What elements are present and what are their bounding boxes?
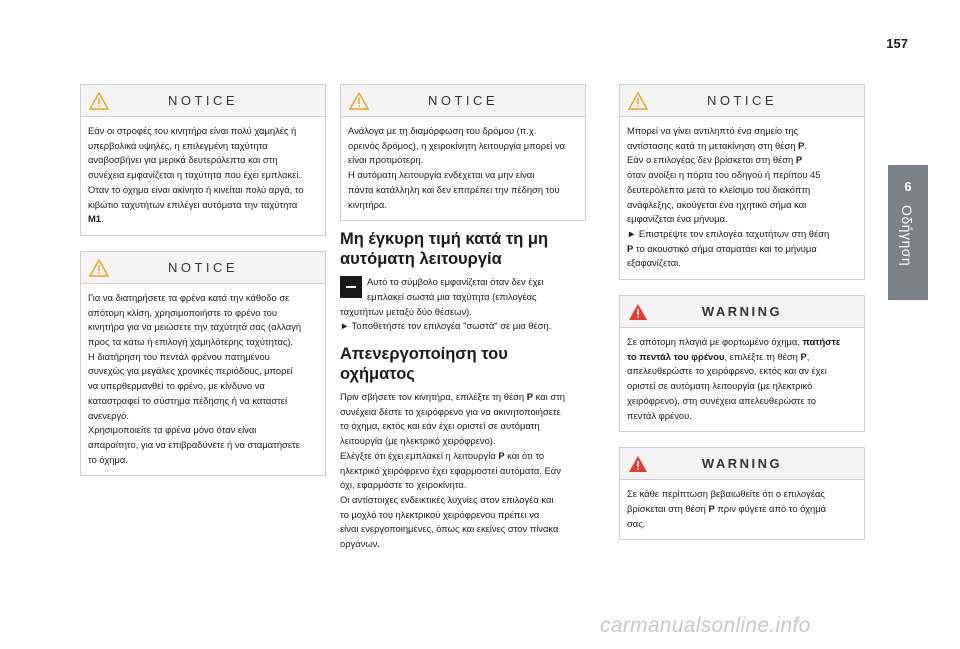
text-line: Σε κάθε περίπτωση βεβαιωθείτε ότι ο επιλογέας [627, 488, 825, 500]
text-line: προς τα κάτω ή επιλογή χαμηλότερης ταχύτητας). [88, 336, 294, 348]
chapter-label: Οδήγηση [899, 205, 915, 267]
chapter-number: 6 [904, 179, 912, 194]
gear-code: M1 [88, 213, 102, 225]
text-line: να υπερθερμανθεί το φρένο, με κίνδυνο να [88, 380, 265, 392]
text-line: ταχυτήτων μεταξύ δύο θέσεων). [340, 305, 472, 317]
warning-triangle-icon [89, 259, 109, 277]
text-line: Αυτό το σύμβολο εμφανίζεται όταν δεν έχει [367, 276, 544, 288]
text-fragment: Σε απότομη πλαγιά με φορτωμένο όχημα, [627, 336, 803, 348]
text-line: είναι προτιμότερη. [348, 154, 424, 166]
notice-box-4 [619, 84, 865, 280]
notice-body [81, 284, 325, 475]
notice-body [81, 117, 325, 235]
text-line: αναβοσβήνει για μερικά δευτερόλεπτα και στη [88, 154, 278, 166]
emphasis: πατήστε [802, 336, 841, 348]
warning-box-1 [619, 295, 865, 432]
notice-header [81, 252, 325, 284]
text-line: Η διατήρηση του πεντάλ φρένου πατημένου [88, 350, 270, 362]
text-line: πάντα κατάλληλη και δεν επιτρέπει την πέδηση του [348, 183, 560, 195]
gear-code: P [800, 350, 807, 362]
text-fragment: . [101, 213, 104, 225]
notice-box-1 [80, 84, 326, 236]
text-line: καταστραφεί το σύστημα πέδησης ή να καταστεί [88, 394, 288, 406]
text-line: οργάνων. [340, 538, 380, 550]
text-line: Οι αντίστοιχες ενδεικτικές λυχνίες στον επιλογέα και [340, 493, 554, 505]
text-line: οριστεί σε αυτόματη λειτουργία (με ηλεκτρικό [627, 380, 813, 392]
gear-code: P [498, 449, 505, 461]
text-line: κιβώτιο ταχυτήτων επιλέγει αυτόματα την ταχύτητα [88, 198, 298, 210]
text-line: το όχημα, εκτός και εάν έχει οριστεί σε αυτόματη [340, 420, 540, 432]
notice-title: NOTICE [167, 259, 239, 275]
text-line: κινητήρα για να μειώσετε την ταχύτητά σας (αλλαγή [88, 321, 302, 333]
text-line: Η αυτόματη λειτουργία ενδέχεται να μην είναι [348, 169, 535, 181]
text-line [340, 390, 586, 405]
text-line: δευτερόλεπτα μετά το κλείσιμο του διακόπτη [627, 183, 811, 195]
text-line: εμφανίζεται ένα μήνυμα. [627, 213, 728, 225]
emphasis: το πεντάλ του φρένου [627, 350, 725, 362]
gear-code: P [708, 502, 715, 514]
warning-body [620, 328, 864, 431]
text-line: ► Επιστρέψτε τον επιλογέα ταχυτήτων στη θέση [627, 227, 830, 239]
notice-header [81, 85, 325, 117]
text-line: σας. [627, 517, 646, 529]
text-fragment: αντίστασης κατά τη μετακίνηση στη θέση [627, 139, 799, 151]
text-line: εμπλακεί σωστά μια ταχύτητα (επιλογέας [367, 290, 537, 302]
column-3 [619, 84, 865, 555]
icon-paragraph [340, 275, 586, 304]
text-line: το όχημα. [88, 453, 128, 465]
text-fragment: , [806, 350, 810, 362]
text-line: εξαφανίζεται. [627, 257, 681, 269]
text-line: Μπορεί να γίνει αντιληπτό ένα σημείο της [627, 125, 799, 136]
text-line [627, 335, 858, 350]
section-heading: Απενεργοποίηση του οχήματος [340, 345, 508, 384]
notice-title: NOTICE [706, 93, 778, 108]
text-line: απαραίτητο, για να επιβραδύνετε ή να σταματήσετε [88, 438, 300, 450]
notice-title: NOTICE [427, 93, 499, 108]
text-line: ορεινός δρόμος), η χειροκίνητη λειτουργία μπορεί να [348, 139, 566, 151]
text-line: το μοχλό του ηλεκτρικού χειρόφρενου πρέπει να [340, 508, 540, 520]
text-line: πεντάλ φρένου. [627, 409, 692, 421]
text-fragment: και στη [533, 391, 566, 403]
column-2 [340, 84, 586, 552]
notice-title: NOTICE [167, 93, 239, 108]
text-line: συνέχεια εμφανίζεται η ταχύτητα που έχει εμπλακεί. [88, 169, 302, 181]
warning-title: WARNING [701, 456, 783, 472]
text-line: κινητήρα. [348, 198, 387, 210]
text-line [88, 212, 319, 227]
text-fragment: . [804, 139, 807, 151]
text-line [627, 139, 858, 154]
text-fragment: πριν φύγετε από το όχημά [714, 502, 827, 514]
warning-header [620, 448, 864, 480]
warning-triangle-icon [89, 92, 109, 110]
notice-header [620, 85, 864, 117]
page-number: 157 [886, 36, 908, 51]
notice-body [341, 117, 585, 220]
text-line: συνεχώς για μεγάλες χρονικές περιόδους, μπορεί [88, 365, 293, 377]
text-fragment: το ακουστικό σήμα σταματάει και το μήνυμα [633, 242, 817, 254]
chapter-tab[interactable] [888, 165, 928, 300]
text-line: Όταν το όχημα είναι ακίνητο ή κινείται πολύ αργά, το [88, 183, 304, 195]
warning-triangle-filled-icon [628, 303, 648, 321]
text-fragment: Πριν σβήσετε τον κινητήρα, επιλέξτε τη θέση [340, 391, 527, 403]
text-line: λειτουργία (με ηλεκτρικό χειρόφρενο). [340, 435, 496, 447]
text-line: Χρησιμοποιείτε τα φρένα μόνο όταν είναι [88, 424, 257, 436]
warning-triangle-icon [628, 92, 648, 110]
watermark: carmanualsonline.info [600, 614, 811, 637]
notice-body [620, 117, 864, 279]
text-fragment: βρίσκεται στη θέση [627, 502, 709, 514]
text-line: όταν ανοίξει η πόρτα του οδηγού ή περίπου 45 [627, 169, 821, 181]
text-line: ανενεργό. [88, 409, 129, 421]
text-line: ηλεκτρικό χειρόφρενο έχει εφαρμοστεί αυτόματα. Εάν [340, 464, 561, 476]
section-text [340, 275, 586, 334]
heading-line: αυτόματη λειτουργία [340, 250, 502, 269]
column-1 [80, 84, 326, 491]
heading-line: Μη έγκυρη τιμή κατά τη μη [340, 230, 549, 249]
warning-header [620, 296, 864, 328]
text-fragment: Ελέγξτε ότι έχει εμπλακεί η λειτουργία [340, 449, 499, 461]
text-line [627, 502, 858, 517]
notice-box-3 [340, 84, 586, 221]
text-fragment: Εάν ο επιλογέας δεν βρίσκεται στη θέση [627, 154, 796, 166]
section-heading [340, 229, 586, 269]
text-line [627, 350, 858, 365]
warning-box-2 [619, 447, 865, 540]
text-fragment: και ότι το [504, 449, 545, 461]
text-line: υπερβολικά υψηλές, η επιλεγμένη ταχύτητα [88, 139, 268, 151]
text-line: Για να διατηρήσετε τα φρένα κατά την κάθοδο σε [88, 291, 290, 303]
text-line [627, 242, 858, 257]
section-text [340, 390, 586, 552]
text-line: ► Τοποθετήστε τον επιλογέα "σωστά" σε μια θέση. [340, 320, 552, 332]
warning-triangle-icon [349, 92, 369, 110]
gear-code: P [627, 242, 634, 254]
notice-box-2 [80, 251, 326, 476]
text-fragment: , επιλέξτε τη θέση [724, 350, 801, 362]
text-line: ανάφλεξης, ακούγεται ένα ηχητικό σήμα και [627, 198, 807, 210]
text-line: είναι ενεργοποιημένες, όπως και εκείνες στον πίνακα [340, 523, 559, 535]
text-line: συνέχεια δέστε το χειρόφρενο για να ακινητοποιήσετε [340, 405, 561, 417]
text-line [340, 449, 586, 464]
text-line: όχι, εφαρμόστε το χειροκίνητα. [340, 479, 467, 491]
notice-header [341, 85, 585, 117]
gear-code: P [795, 154, 803, 166]
text-line: Ανάλογα με τη διαμόρφωση του δρόμου (π.χ. [348, 125, 537, 136]
gear-code: P [798, 139, 805, 151]
warning-title: WARNING [701, 304, 783, 320]
warning-triangle-filled-icon [628, 455, 648, 473]
warning-body [620, 480, 864, 539]
text-line: απότομη κλίση, χρησιμοποιήστε το φρένο του [88, 306, 277, 318]
text-line: Εάν οι στροφές του κινητήρα είναι πολύ χαμηλές ή [88, 125, 297, 136]
text-line: απελευθερώστε το χειρόφρενο, εκτός και αν έχει [627, 365, 827, 377]
minus-icon [340, 276, 362, 298]
text-line: χειρόφρενο), στη συνέχεια απελευθερώστε το [627, 394, 817, 406]
text-line [627, 153, 858, 168]
gear-code: P [526, 391, 534, 403]
